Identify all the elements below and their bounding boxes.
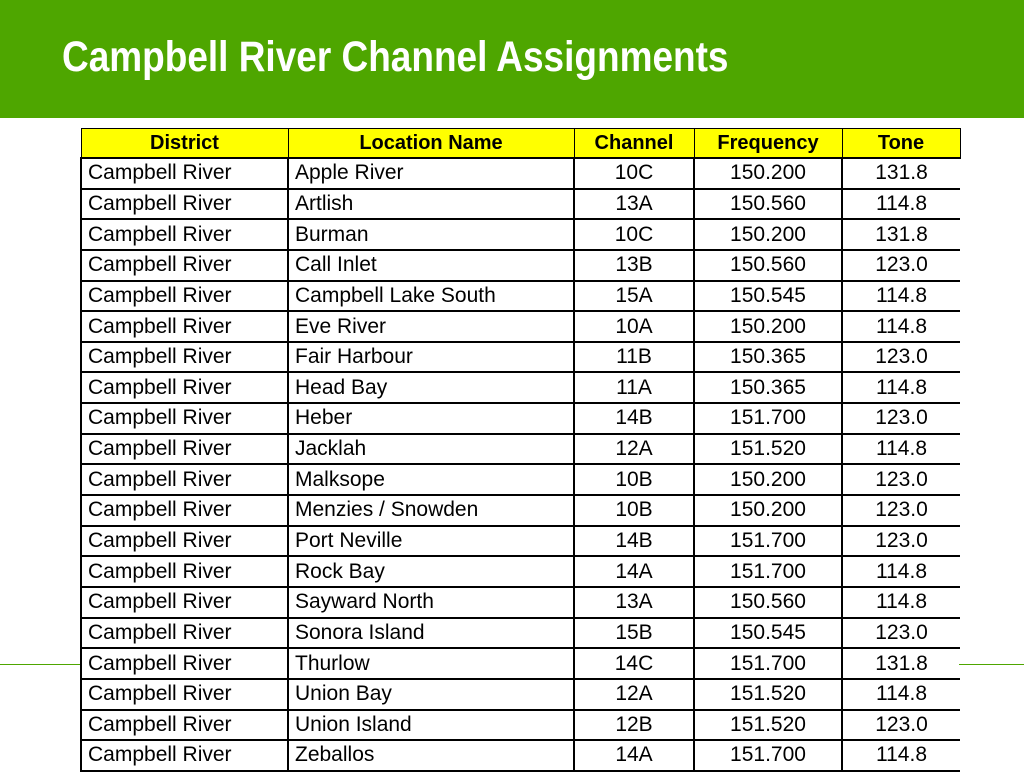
location-name-cell: Union Bay xyxy=(288,679,574,710)
frequency-cell: 150.200 xyxy=(694,464,842,495)
channel-assignments-table xyxy=(80,128,961,772)
district-cell: Campbell River xyxy=(81,648,288,679)
table-row xyxy=(81,250,960,281)
channel-cell: 15A xyxy=(574,281,694,312)
district-cell: Campbell River xyxy=(81,281,288,312)
channel-cell: 10A xyxy=(574,311,694,342)
column-header-district: District xyxy=(81,129,288,159)
district-cell: Campbell River xyxy=(81,587,288,618)
table-row xyxy=(81,158,960,189)
table-row xyxy=(81,587,960,618)
frequency-cell: 150.200 xyxy=(694,158,842,189)
frequency-cell: 150.200 xyxy=(694,495,842,526)
location-name-cell: Port Neville xyxy=(288,526,574,557)
table-row xyxy=(81,403,960,434)
table-row xyxy=(81,189,960,220)
table-row xyxy=(81,526,960,557)
tone-cell: 131.8 xyxy=(842,219,960,250)
location-name-cell: Burman xyxy=(288,219,574,250)
tone-cell: 123.0 xyxy=(842,342,960,373)
frequency-cell: 151.700 xyxy=(694,526,842,557)
district-cell: Campbell River xyxy=(81,556,288,587)
channel-cell: 10B xyxy=(574,495,694,526)
tone-cell: 123.0 xyxy=(842,495,960,526)
frequency-cell: 150.545 xyxy=(694,618,842,649)
location-name-cell: Apple River xyxy=(288,158,574,189)
tone-cell: 114.8 xyxy=(842,740,960,771)
tone-cell: 123.0 xyxy=(842,403,960,434)
table-row xyxy=(81,740,960,771)
frequency-cell: 151.700 xyxy=(694,648,842,679)
tone-cell: 123.0 xyxy=(842,618,960,649)
location-name-cell: Jacklah xyxy=(288,434,574,465)
tone-cell: 114.8 xyxy=(842,556,960,587)
district-cell: Campbell River xyxy=(81,464,288,495)
channel-cell: 12B xyxy=(574,710,694,741)
channel-cell: 10C xyxy=(574,158,694,189)
location-name-cell: Head Bay xyxy=(288,372,574,403)
table-row xyxy=(81,679,960,710)
channel-cell: 14A xyxy=(574,556,694,587)
location-name-cell: Artlish xyxy=(288,189,574,220)
location-name-cell: Heber xyxy=(288,403,574,434)
location-name-cell: Sonora Island xyxy=(288,618,574,649)
channel-cell: 13A xyxy=(574,189,694,220)
location-name-cell: Sayward North xyxy=(288,587,574,618)
location-name-cell: Thurlow xyxy=(288,648,574,679)
channel-cell: 14A xyxy=(574,740,694,771)
tone-cell: 114.8 xyxy=(842,372,960,403)
location-name-cell: Eve River xyxy=(288,311,574,342)
table-row xyxy=(81,219,960,250)
channel-cell: 10B xyxy=(574,464,694,495)
district-cell: Campbell River xyxy=(81,158,288,189)
table-row xyxy=(81,710,960,741)
district-cell: Campbell River xyxy=(81,618,288,649)
tone-cell: 131.8 xyxy=(842,158,960,189)
channel-cell: 11B xyxy=(574,342,694,373)
location-name-cell: Call Inlet xyxy=(288,250,574,281)
frequency-cell: 150.200 xyxy=(694,219,842,250)
tone-cell: 114.8 xyxy=(842,679,960,710)
channel-cell: 15B xyxy=(574,618,694,649)
district-cell: Campbell River xyxy=(81,250,288,281)
frequency-cell: 150.560 xyxy=(694,587,842,618)
channel-table-container xyxy=(80,128,959,772)
location-name-cell: Rock Bay xyxy=(288,556,574,587)
channel-cell: 13A xyxy=(574,587,694,618)
channel-cell: 14C xyxy=(574,648,694,679)
tone-cell: 131.8 xyxy=(842,648,960,679)
frequency-cell: 150.545 xyxy=(694,281,842,312)
table-row xyxy=(81,311,960,342)
table-body xyxy=(81,158,960,771)
tone-cell: 114.8 xyxy=(842,311,960,342)
location-name-cell: Campbell Lake South xyxy=(288,281,574,312)
district-cell: Campbell River xyxy=(81,434,288,465)
location-name-cell: Fair Harbour xyxy=(288,342,574,373)
table-row xyxy=(81,648,960,679)
column-header-tone: Tone xyxy=(842,129,960,159)
frequency-cell: 151.520 xyxy=(694,710,842,741)
table-row xyxy=(81,372,960,403)
frequency-cell: 150.560 xyxy=(694,189,842,220)
frequency-cell: 151.700 xyxy=(694,556,842,587)
channel-cell: 14B xyxy=(574,403,694,434)
channel-cell: 12A xyxy=(574,434,694,465)
channel-cell: 11A xyxy=(574,372,694,403)
frequency-cell: 150.365 xyxy=(694,372,842,403)
district-cell: Campbell River xyxy=(81,311,288,342)
frequency-cell: 150.560 xyxy=(694,250,842,281)
table-row xyxy=(81,556,960,587)
district-cell: Campbell River xyxy=(81,342,288,373)
frequency-cell: 151.700 xyxy=(694,740,842,771)
location-name-cell: Malksope xyxy=(288,464,574,495)
tone-cell: 114.8 xyxy=(842,434,960,465)
tone-cell: 114.8 xyxy=(842,587,960,618)
district-cell: Campbell River xyxy=(81,372,288,403)
district-cell: Campbell River xyxy=(81,679,288,710)
tone-cell: 123.0 xyxy=(842,250,960,281)
table-row xyxy=(81,434,960,465)
table-row xyxy=(81,281,960,312)
table-row xyxy=(81,464,960,495)
district-cell: Campbell River xyxy=(81,189,288,220)
frequency-cell: 150.365 xyxy=(694,342,842,373)
location-name-cell: Zeballos xyxy=(288,740,574,771)
tone-cell: 123.0 xyxy=(842,710,960,741)
table-row xyxy=(81,618,960,649)
table-header-row xyxy=(81,129,960,159)
tone-cell: 114.8 xyxy=(842,189,960,220)
location-name-cell: Menzies / Snowden xyxy=(288,495,574,526)
district-cell: Campbell River xyxy=(81,495,288,526)
district-cell: Campbell River xyxy=(81,403,288,434)
district-cell: Campbell River xyxy=(81,740,288,771)
tone-cell: 123.0 xyxy=(842,464,960,495)
channel-cell: 10C xyxy=(574,219,694,250)
location-name-cell: Union Island xyxy=(288,710,574,741)
table-row xyxy=(81,342,960,373)
table-row xyxy=(81,495,960,526)
channel-cell: 13B xyxy=(574,250,694,281)
district-cell: Campbell River xyxy=(81,526,288,557)
frequency-cell: 151.520 xyxy=(694,679,842,710)
title-bar xyxy=(0,0,1024,118)
frequency-cell: 150.200 xyxy=(694,311,842,342)
column-header-channel: Channel xyxy=(574,129,694,159)
channel-cell: 14B xyxy=(574,526,694,557)
column-header-location-name: Location Name xyxy=(288,129,574,159)
frequency-cell: 151.520 xyxy=(694,434,842,465)
district-cell: Campbell River xyxy=(81,219,288,250)
frequency-cell: 151.700 xyxy=(694,403,842,434)
tone-cell: 114.8 xyxy=(842,281,960,312)
column-header-frequency: Frequency xyxy=(694,129,842,159)
slide-title: Campbell River Channel Assignments xyxy=(62,33,729,81)
channel-cell: 12A xyxy=(574,679,694,710)
tone-cell: 123.0 xyxy=(842,526,960,557)
district-cell: Campbell River xyxy=(81,710,288,741)
